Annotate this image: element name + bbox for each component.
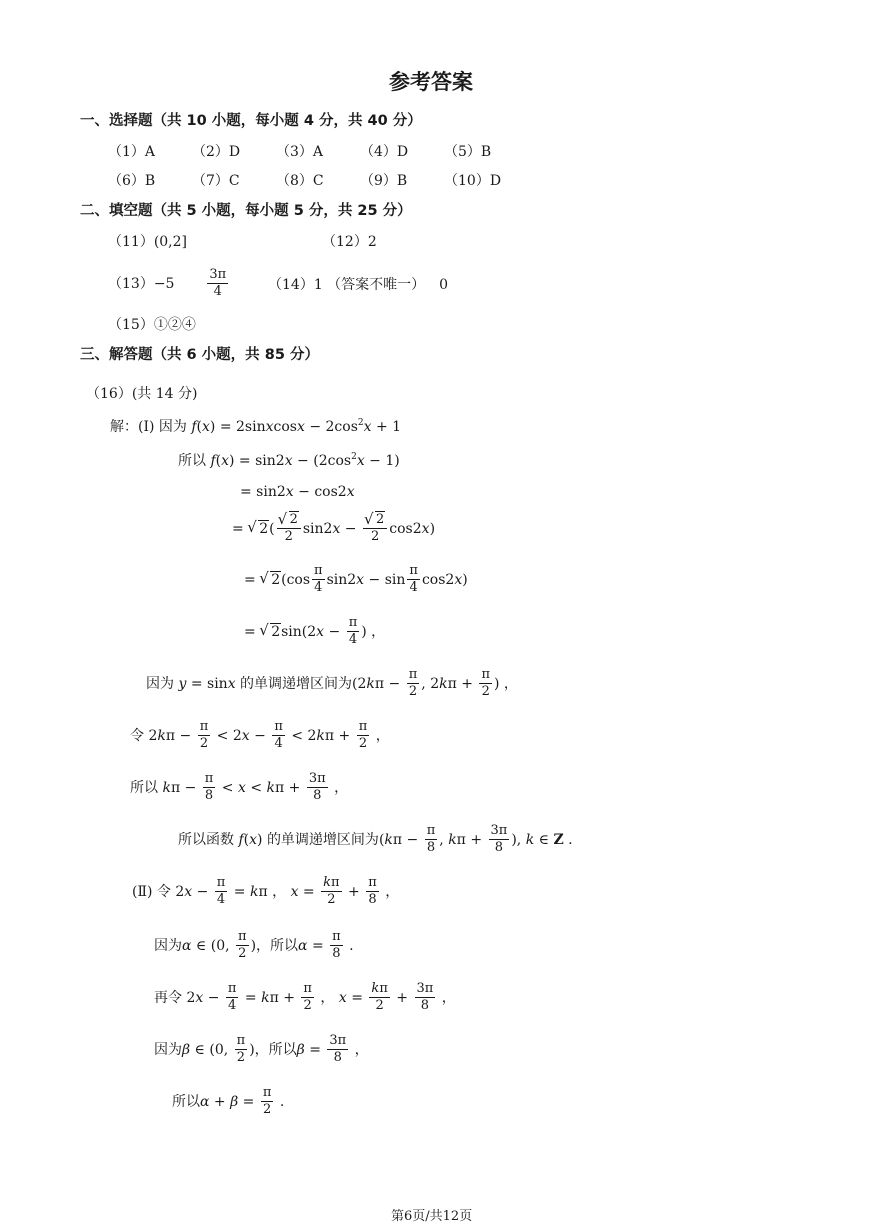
solution-line: = √ 2(cos $\frac{\pi}{4}$ sin2x − sin $\frac{\pi}{4}$ cos2x) [244, 564, 468, 596]
answer-item: （2）D [192, 144, 241, 160]
fill-answer-15: （15）①②④ [108, 317, 196, 333]
fill-answer-13: （13）−5 $\frac{3\pi}{4}$ [108, 267, 227, 300]
solution-line: 解：(Ⅰ) 因为 f(x) = 2sinxcosx − $2\cos^2x + 1$ [110, 418, 402, 435]
answer-item: （3）A [276, 144, 324, 160]
page-footer: 第6页/共12页 [391, 1209, 473, 1224]
answer-item: （4）D [360, 144, 409, 160]
solution-line: 因为α ∈ (0, $\frac{\pi}{2}$ )，所以α = $\frac{\pi}{8}$ . [154, 929, 354, 962]
solution-line: 所以 kπ − $\frac{\pi}{8}$ < x < kπ + $\frac{3\pi}{8}$ ， [130, 771, 349, 804]
solution-line: (Ⅱ) 令 2x − $\frac{\pi}{4}$ = kπ ， x = $\frac{k\pi}{2}$ + $\frac{\pi}{8}$ ， [132, 875, 400, 908]
answer-item: （9）B [360, 173, 408, 189]
solution-line: 所以函数 f(x) 的单调递增区间为(kπ − $\frac{\pi}{8}$ , kπ + $\frac{3\pi}{8}$ ), k ∈ Z . [178, 823, 573, 856]
q16-heading: （16）(共 14 分) [86, 386, 198, 402]
section2-heading: 二、填空题（共 5 小题，每小题 5 分，共 25 分） [80, 203, 412, 219]
answer-item: （6）B [108, 173, 156, 189]
answer-item: （5）B [444, 144, 492, 160]
section3-heading: 三、解答题（共 6 小题，共 85 分） [80, 347, 319, 363]
answer-item: （1）A [108, 144, 156, 160]
page-title: 参考答案 [389, 70, 473, 94]
fill-answer-12: （12）2 [322, 234, 377, 250]
solution-line: = sin2x − cos2x [240, 484, 355, 500]
solution-line: 所以α + β = $\frac{\pi}{2}$ . [172, 1085, 285, 1118]
answer-item: （10）D [444, 173, 502, 189]
fill-answer-14: （14）1 （答案不唯一） 0 [268, 277, 449, 293]
solution-line: 所以 $f(x) = \sin 2x - (2\cos^2x - 1)$ [178, 452, 400, 469]
solution-line: = √ 2sin(2x − $\frac{\pi}{4}$ ) ， [244, 616, 385, 648]
solution-line: 再令 2x − $\frac{\pi}{4}$ = kπ + $\frac{\pi}{2}$ ， x = $\frac{k\pi}{2}$ + $\frac{3\pi}{8}$ ， [154, 981, 456, 1014]
fill-answer-11: （11）(0,2] [108, 234, 188, 250]
solution-line: 令 2kπ − $\frac{\pi}{2}$ < 2x − $\frac{\pi}{4}$ < 2kπ + $\frac{\pi}{2}$ ， [130, 719, 390, 752]
answer-item: （7）C [192, 173, 240, 189]
answer-item: （8）C [276, 173, 324, 189]
solution-line: 因为β ∈ (0, $\frac{\pi}{2}$ )，所以β = $\frac{3\pi}{8}$ ， [154, 1033, 369, 1066]
section1-heading: 一、选择题（共 10 小题，每小题 4 分，共 40 分） [80, 113, 422, 129]
solution-line: = √ 2( √ $\frac{2}{2}$ sin2x − √ $\frac{2}{2}$ cos2x) [232, 513, 435, 545]
solution-line: 因为 y = sinx 的单调递增区间为(2kπ − $\frac{\pi}{2}$ , 2kπ + $\frac{\pi}{2}$ ) ， [146, 667, 518, 700]
